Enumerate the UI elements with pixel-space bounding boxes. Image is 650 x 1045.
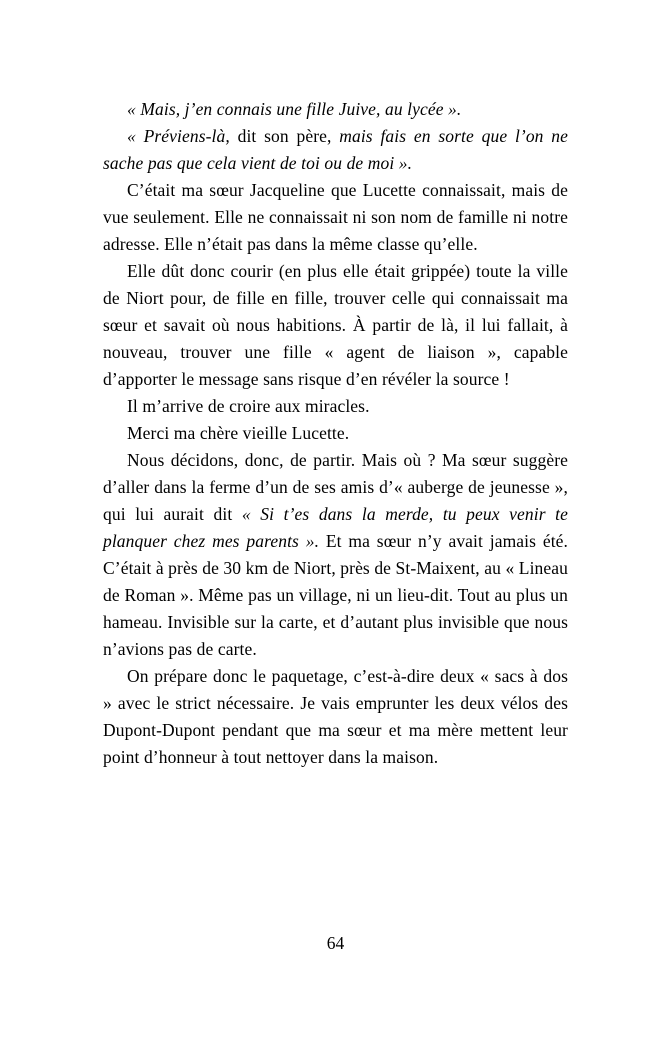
italic-run: « Mais, j’en connais une fille Juive, au lycée ». — [127, 99, 462, 119]
text-run: dit son père, — [237, 126, 340, 146]
italic-run: « Si t’es dans la merde, tu peux venir te planquer chez mes parents ». — [103, 504, 569, 551]
paragraph — [103, 177, 568, 258]
paragraph — [103, 123, 568, 177]
page-number: 64 — [326, 933, 345, 953]
paragraph — [103, 447, 568, 663]
text-run: Nous décidons, donc, de partir. Mais où ? Ma sœur suggère d’aller dans la ferme d’un de ses amis d’« auberge de jeunesse », qui lui aurait dit — [103, 450, 568, 524]
paragraph — [103, 663, 568, 771]
italic-run: « Préviens-là, — [127, 126, 238, 146]
text-run: Merci ma chère vieille Lucette. — [127, 423, 350, 443]
text-run: Et ma sœur n’y avait jamais été. C’était à près de 30 km de Niort, près de St-Maixent, au « Lineau de Roman ». Même pas un village, ni un lieu-dit. Tout au plus un hameau. Invisible sur la carte, et d’autant plus invisible que nous n’avions pas de carte. — [103, 531, 569, 659]
paragraph — [103, 393, 568, 420]
italic-run: mais fais en sorte que l’on ne sache pas que cela vient de toi ou de moi ». — [103, 126, 569, 173]
text-run: Il m’arrive de croire aux miracles. — [127, 396, 370, 416]
paragraph — [103, 420, 568, 447]
paragraph — [103, 258, 568, 393]
text-run: Elle dût donc courir (en plus elle était grippée) toute la ville de Niort pour, de fille en fille, trouver celle qui connaissait ma sœur et savait où nous habitions. À partir de là, il lui fallait, à nouveau, trouver une fille « agent de liaison », capable d’apporter le message sans risque d’en révéler la source ! — [103, 261, 568, 389]
page-text — [103, 96, 568, 771]
text-run: On prépare donc le paquetage, c’est-à-dire deux « sacs à dos » avec le strict nécessaire. Je vais emprunter les deux vélos des Dupont-Dupont pendant que ma sœur et ma mère mettent leur point d’honneur à tout nettoyer dans la maison. — [103, 666, 568, 767]
paragraph — [103, 96, 568, 123]
text-run: C’était ma sœur Jacqueline que Lucette connaissait, mais de vue seulement. Elle ne connaissait ni son nom de famille ni notre adresse. Elle n’était pas dans la même classe qu’elle. — [103, 180, 568, 254]
